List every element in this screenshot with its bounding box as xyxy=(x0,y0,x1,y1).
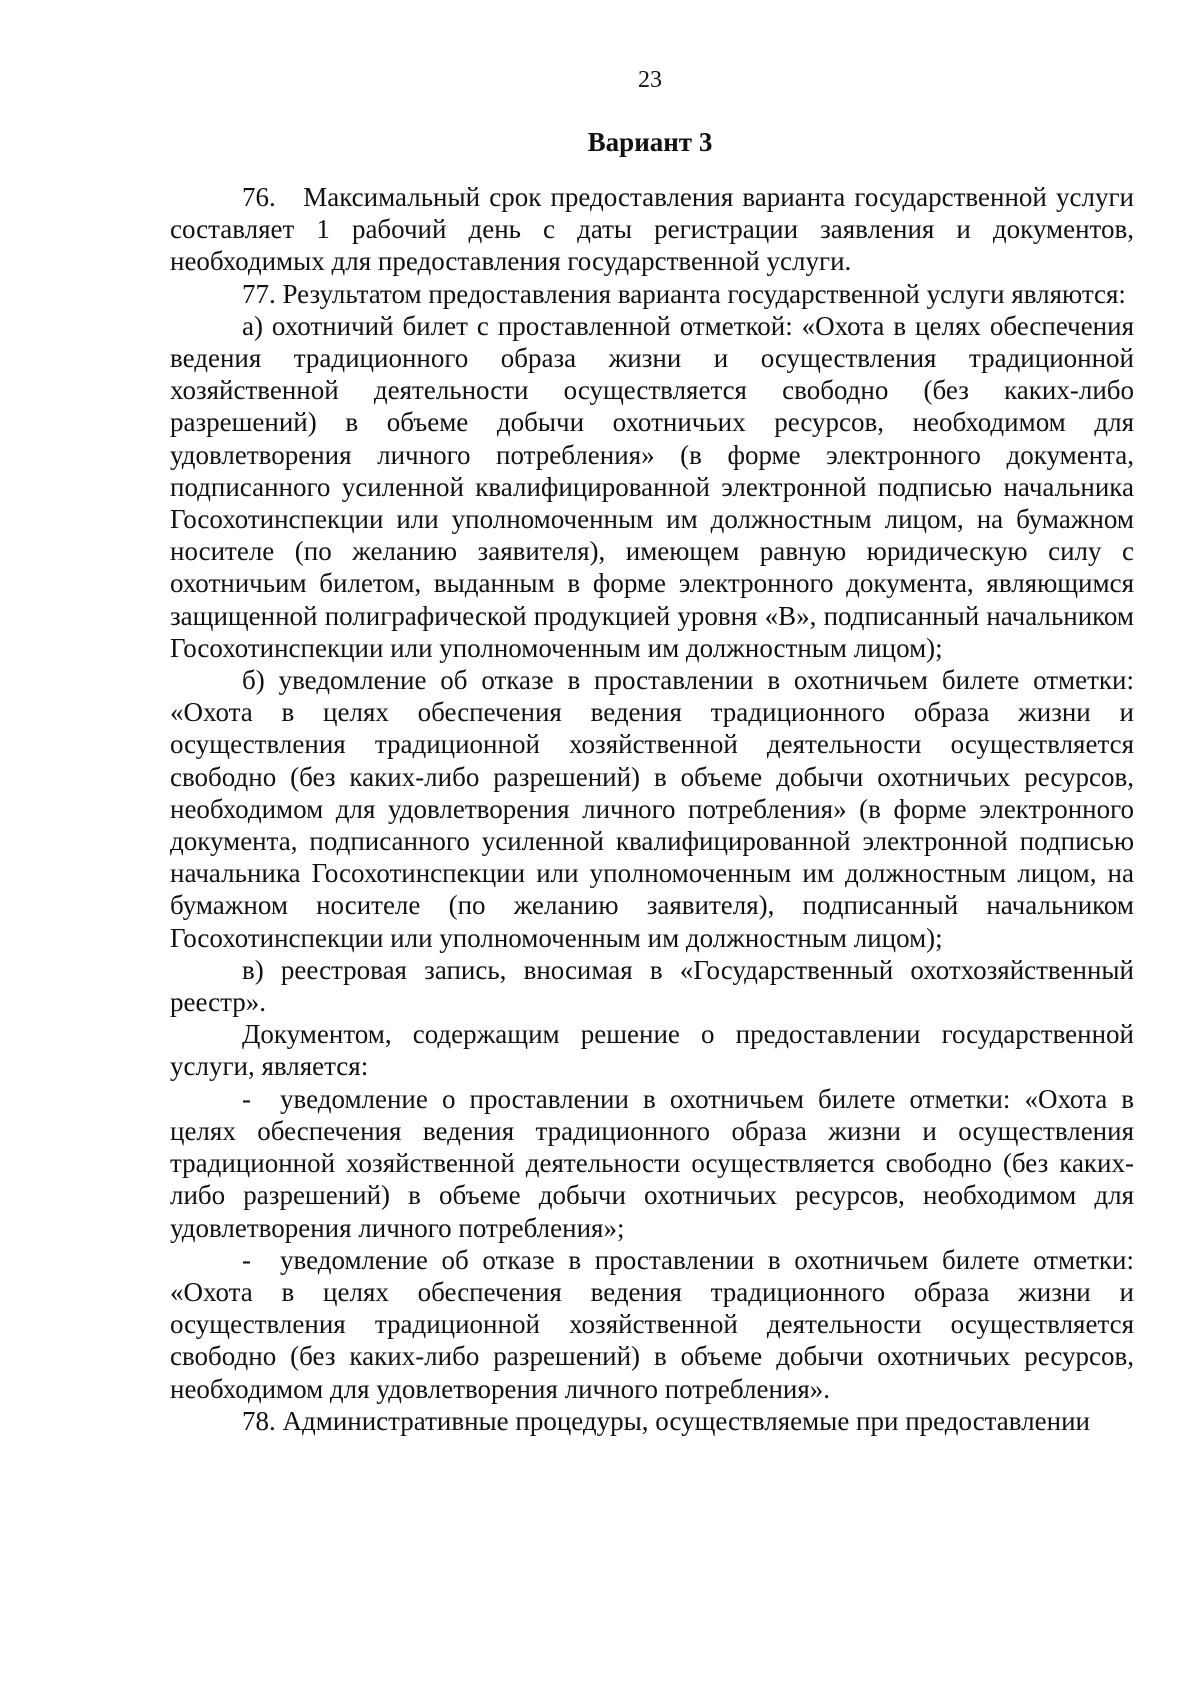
bullet-text: уведомление о проставлении в охотничьем билете отметки: «Охота в целях обеспечения ведения традиционного образа жизни и осуществления традиционной хозяйственной деятельности осуществляется свободно (без каких-либо разрешений) в объеме добычи охотничьих ресурсов, необходимом для удовлетворения личного потребления»; xyxy=(170,1083,1134,1243)
bullet-dash: - xyxy=(242,1083,251,1114)
page-number: 23 xyxy=(638,67,662,93)
paragraph-77-b: б) уведомление об отказе в проставлении в охотничьем билете отметки: «Охота в целях обеспечения ведения традиционного образа жизни и осуществления традиционной хозяйственной деятельности осуществляется свободно (без каких-либо разрешений) в объеме добычи охотничьих ресурсов, необходимом для удовлетворения личного потребления» (в форме электронного документа, подписанного усиленной квалифицированной электронной подписью начальника Госохотинспекции или уполномоченным им должностным лицом, на бумажном носителе (по желанию заявителя), подписанный начальником Госохотинспекции или уполномоченным им должностным лицом); xyxy=(170,665,1134,953)
paragraph-77-c: в) реестровая запись, вносимая в «Государственный охотхозяйственный реестр». xyxy=(170,954,1134,1018)
paragraph-78: 78. Административные процедуры, осуществляемые при предоставлении xyxy=(242,1405,1090,1436)
paragraph-77: 77. Результатом предоставления варианта государственной услуги являются: xyxy=(242,278,1126,309)
bullet-item xyxy=(170,1083,1134,1244)
bullet-text: уведомление об отказе в проставлении в охотничьем билете отметки: «Охота в целях обеспечения ведения традиционного образа жизни и осуществления традиционной хозяйственной деятельности осуществляется свободно (без каких-либо разрешений) в объеме добычи охотничьих ресурсов, необходимом для удовлетворения личного потребления». xyxy=(170,1244,1134,1404)
paragraph-76: 76. Максимальный срок предоставления варианта государственной услуги составляет 1 рабочий день с даты регистрации заявления и документов, необходимых для предоставления государственной услуги. xyxy=(170,182,1134,277)
paragraph-77-a: а) охотничий билет с проставленной отметкой: «Охота в целях обеспечения ведения традиционного образа жизни и осуществления традиционной хозяйственной деятельности осуществляется свободно (без каких-либо разрешений) в объеме добычи охотничьих ресурсов, необходимом для удовлетворения личного потребления» (в форме электронного документа, подписанного усиленной квалифицированной электронной подписью начальника Госохотинспекции или уполномоченным им должностным лицом, на бумажном носителе (по желанию заявителя), имеющем равную юридическую силу с охотничьим билетом, выданным в форме электронного документа, являющимся защищенной полиграфической продукцией уровня «В», подписанный начальником Госохотинспекции или уполномоченным им должностным лицом); xyxy=(170,310,1134,663)
section-heading: Вариант 3 xyxy=(587,127,713,157)
bullet-item xyxy=(170,1244,1134,1405)
bullet-dash: - xyxy=(242,1244,251,1275)
document-body xyxy=(170,181,1134,1437)
paragraph-decision-document: Документом, содержащим решение о предоставлении государственной услуги, является: xyxy=(170,1019,1134,1082)
